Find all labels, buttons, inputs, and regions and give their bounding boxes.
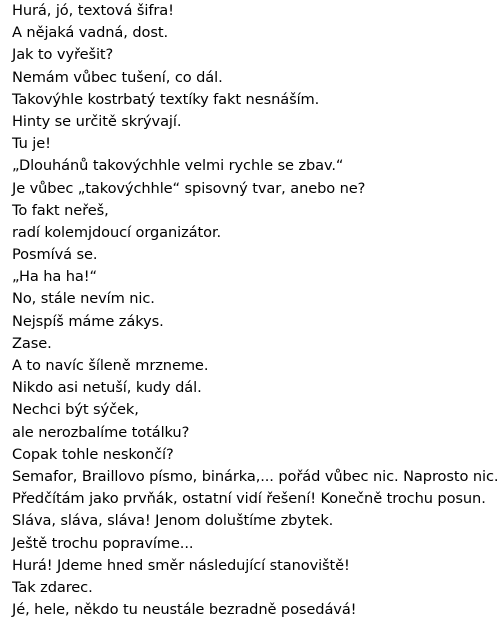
text-line-17: A to navíc šíleně mrzneme.	[12, 357, 209, 374]
text-line-2: A nějaká vadná, dost.	[12, 24, 168, 42]
text-line-8: „Dlouhánů takovýchhle velmi rychle se zbav.“	[12, 157, 344, 175]
text-line-25: Ještě trochu popravíme...	[12, 534, 194, 552]
text-line-16: Zase.	[12, 334, 52, 352]
text-line-13: „Ha ha ha!“	[12, 268, 97, 286]
text-line-9: Je vůbec „takovýchhle“ spisovný tvar, anebo ne?	[12, 179, 366, 197]
text-line-6: Hinty se určitě skrývají.	[12, 112, 182, 130]
text-document	[12, 0, 498, 621]
text-line-20: ale nerozbalíme totálku?	[12, 423, 190, 441]
text-line-21: Copak tohle neskončí?	[12, 445, 174, 463]
text-line-5: Takovýhle kostrbatý textíky fakt nesnáším.	[12, 90, 320, 108]
text-line-7: Tu je!	[12, 135, 51, 153]
text-line-1: Hurá, jó, textová šifra!	[12, 2, 174, 19]
text-line-10: To fakt neřeš,	[12, 201, 109, 219]
text-line-28: Jé, hele, někdo tu neustále bezradně posedává!	[12, 601, 357, 619]
text-line-27: Tak zdarec.	[12, 578, 93, 596]
text-line-3: Jak to vyřešit?	[12, 46, 114, 64]
text-line-12: Posmívá se.	[12, 246, 98, 264]
text-line-14: No, stále nevím nic.	[12, 290, 155, 308]
text-line-24: Sláva, sláva, sláva! Jenom doluštíme zbytek.	[12, 512, 334, 530]
text-line-11: radí kolemjdoucí organizátor.	[12, 223, 222, 241]
text-line-26: Hurá! Jdeme hned směr následující stanoviště!	[12, 556, 350, 574]
text-line-19: Nechci být sýček,	[12, 401, 139, 419]
text-line-18: Nikdo asi netuší, kudy dál.	[12, 379, 202, 397]
text-line-15: Nejspíš máme zákys.	[12, 312, 164, 330]
text-line-22: Semafor, Braillovo písmo, binárka,... pořád vůbec nic. Naprosto nic.	[12, 467, 499, 485]
text-line-4: Nemám vůbec tušení, co dál.	[12, 68, 223, 86]
text-line-23: Předčítám jako prvňák, ostatní vidí řešení! Konečně trochu posun.	[12, 490, 486, 508]
